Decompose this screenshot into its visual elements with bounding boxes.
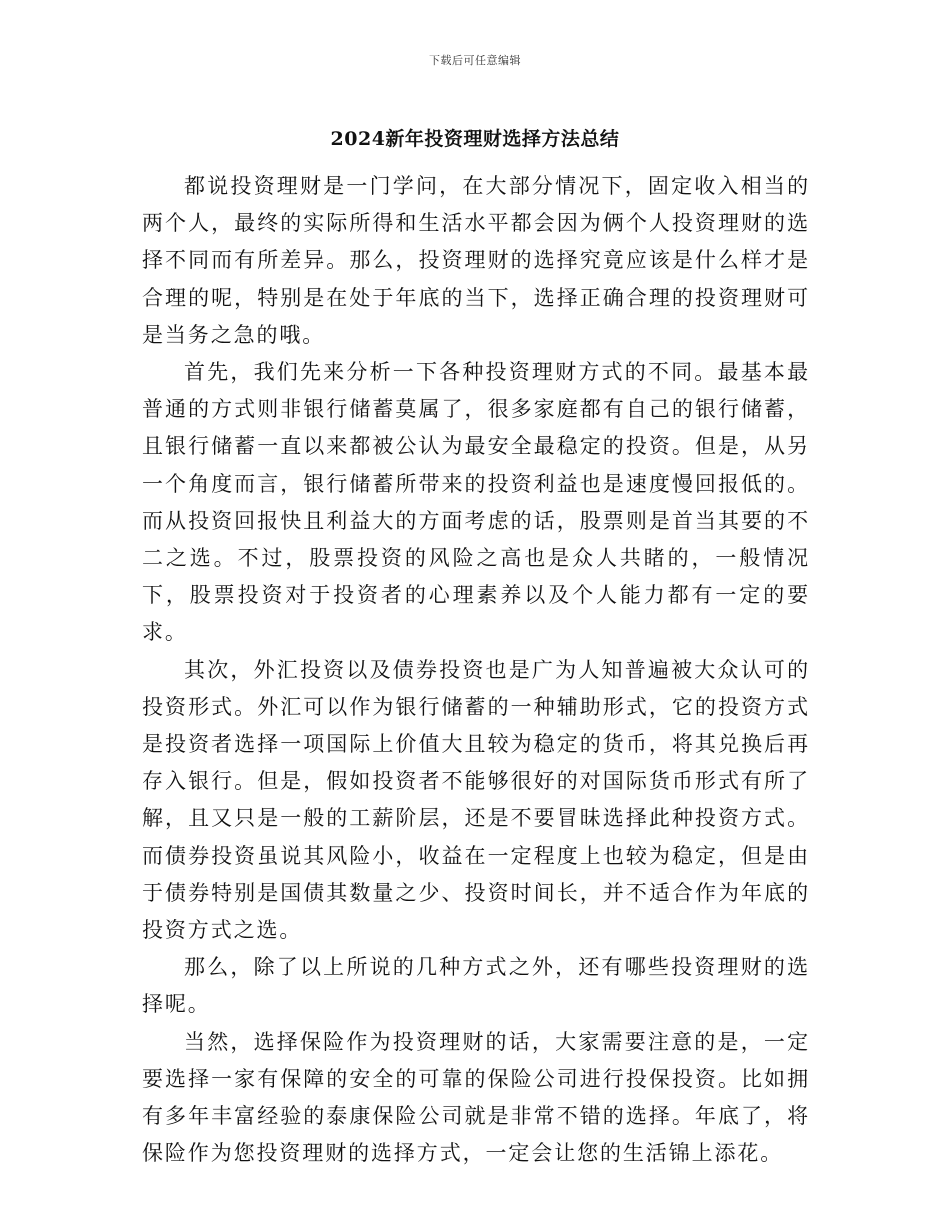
paragraph-intro: 都说投资理财是一门学问，在大部分情况下，固定收入相当的两个人，最终的实际所得和生活水平都会因为俩个人投资理财的选择不同而有所差异。那么，投资理财的选择究竟应该是什么样才是合理的呢，特别是在处于年底的当下，选择正确合理的投资理财可是当务之急的哦。 [142,174,810,347]
header-note: 下载后可任意编辑 [429,54,521,67]
paragraph-other-options: 那么，除了以上所说的几种方式之外，还有哪些投资理财的选择呢。 [142,955,810,1017]
page-title: 2024新年投资理财选择方法总结 [330,128,620,150]
paragraph-savings-stocks: 首先，我们先来分析一下各种投资理财方式的不同。最基本最普通的方式则非银行储蓄莫属了，很多家庭都有自己的银行储蓄，且银行储蓄一直以来都被公认为最安全最稳定的投资。但是，从另一个角度而言，银行储蓄所带来的投资利益也是速度慢回报低的。而从投资回报快且利益大的方面考虑的话，股票则是首当其要的不二之选。不过，股票投资的风险之高也是众人共睹的，一般情况下，股票投资对于投资者的心理素养以及个人能力都有一定的要求。 [142,360,810,645]
paragraph-forex-bonds: 其次，外汇投资以及债券投资也是广为人知普遍被大众认可的投资形式。外汇可以作为银行储蓄的一种辅助形式，它的投资方式是投资者选择一项国际上价值大且较为稳定的货币，将其兑换后再存入银行。但是，假如投资者不能够很好的对国际货币形式有所了解，且又只是一般的工薪阶层，还是不要冒昧选择此种投资方式。而债券投资虽说其风险小，收益在一定程度上也较为稳定，但是由于债券特别是国债其数量之少、投资时间长，并不适合作为年底的投资方式之选。 [142,657,810,943]
document-body [142,168,810,1172]
paragraph-insurance: 当然，选择保险作为投资理财的话，大家需要注意的是，一定要选择一家有保障的安全的可靠的保险公司进行投保投资。比如拥有多年丰富经验的泰康保险公司就是非常不错的选择。年底了，将保险作为您投资理财的选择方式，一定会让您的生活锦上添花。 [142,1029,810,1166]
